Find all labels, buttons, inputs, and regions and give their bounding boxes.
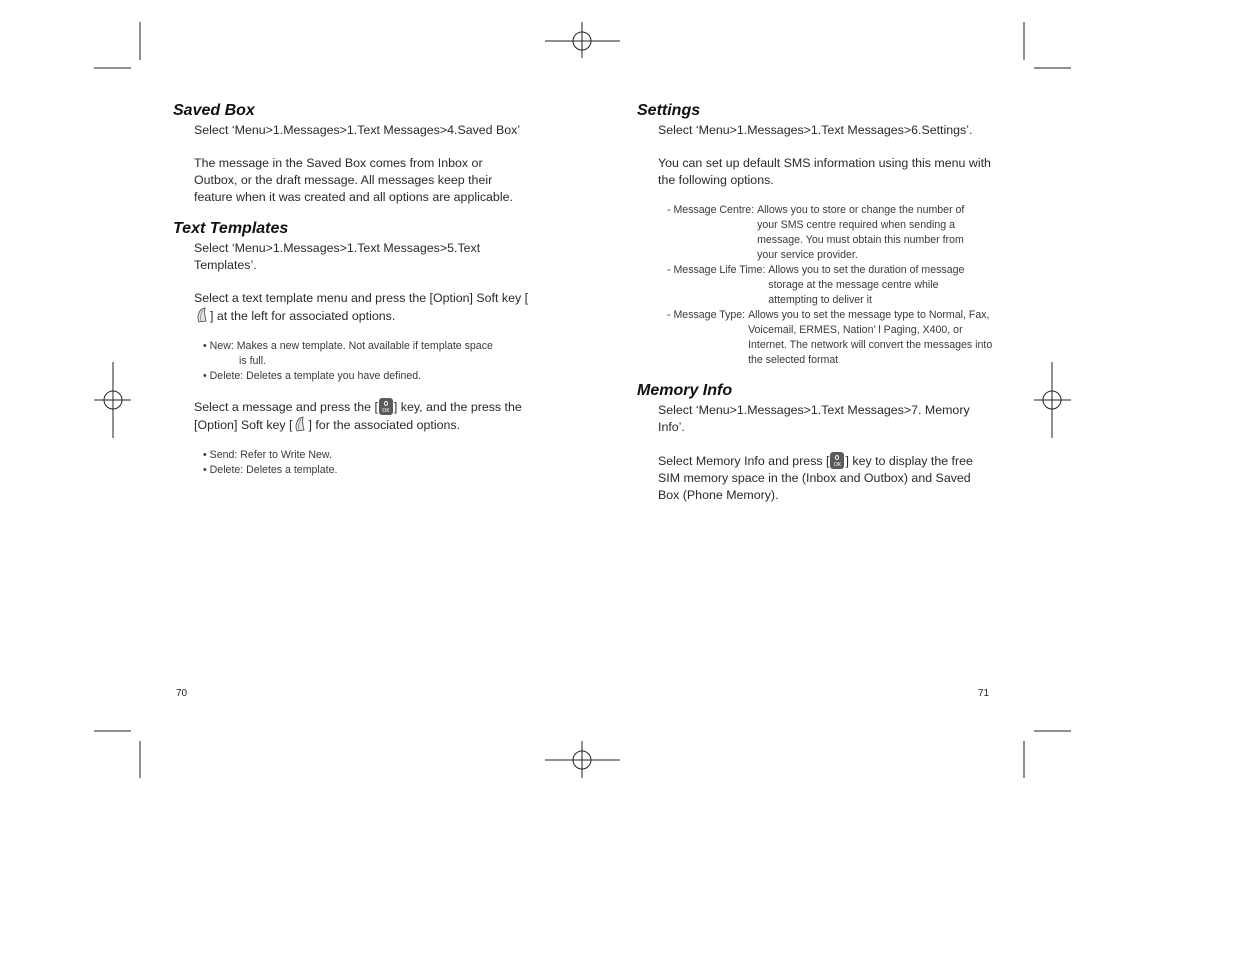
text-templates-menu-path: Select ‘Menu>1.Messages>1.Text Messages>5.Text Templates’. <box>194 241 481 272</box>
settings-section <box>637 100 1007 368</box>
registration-mark-right-icon <box>1034 362 1071 438</box>
list-item: - Message Type: Allows you to set the message type to Normal, Fax, Voicemail, ERMES, Nation’ l Paging, X400, or Internet. The network will convert the messages into the selected format <box>667 309 993 366</box>
memory-info-heading: Memory Info <box>637 382 733 399</box>
registration-mark-left-icon <box>94 362 131 438</box>
text-templates-intro <box>194 290 534 325</box>
registration-mark-top-icon <box>545 22 620 58</box>
settings-options-list <box>667 203 1007 368</box>
template-options-list <box>203 339 553 384</box>
text-templates-heading: Text Templates <box>173 220 289 237</box>
saved-box-heading: Saved Box <box>173 102 255 119</box>
text-templates-intro-before: Select a text template menu and press the [Option] Soft key [ <box>194 291 529 305</box>
left-page <box>173 100 553 478</box>
ok-key-icon <box>379 398 393 415</box>
list-item: - Message Centre: Allows you to store or change the number of your SMS centre required when sending a message. You must obtain this number from your service provider. <box>667 204 965 261</box>
list-item: • Delete: Deletes a template you have defined. <box>203 370 422 382</box>
saved-box-menu-path: Select ‘Menu>1.Messages>1.Text Messages>4.Saved Box’ <box>194 123 521 137</box>
list-item: • Delete: Deletes a template. <box>203 464 338 476</box>
memory-info-description: Select Memory Info and press [OK ] key to display the free SIM memory space in the (Inbox and Outbox) and Saved Box (Phone Memory). <box>658 452 988 504</box>
memory-info-section <box>637 380 1007 504</box>
text-templates-section <box>173 218 553 478</box>
saved-box-section <box>173 100 553 206</box>
soft-key-icon <box>294 416 306 433</box>
memory-info-menu-path: Select ‘Menu>1.Messages>1.Text Messages>7. Memory Info’. <box>658 403 970 434</box>
page-number-left: 70 <box>176 688 188 699</box>
settings-menu-path: Select ‘Menu>1.Messages>1.Text Messages>6.Settings’. <box>658 123 973 137</box>
right-page <box>637 100 1007 504</box>
registration-mark-bottom-icon <box>545 741 620 778</box>
list-item: • New: Makes a new template. Not available if template space is full. <box>203 340 493 367</box>
text-templates-intro-after: ] at the left for associated options. <box>210 309 396 323</box>
message-options-instruction: Select a message and press the [OK ] key, and the press the [Option] Soft key [ ] for the associated options. <box>194 398 534 434</box>
message-options-list <box>203 448 553 478</box>
settings-heading: Settings <box>637 102 701 119</box>
soft-key-icon <box>196 307 208 324</box>
settings-description: You can set up default SMS information using this menu with the following options. <box>658 156 991 187</box>
list-item: • Send: Refer to Write New. <box>203 449 332 461</box>
ok-key-icon <box>830 452 844 469</box>
list-item: - Message Life Time: Allows you to set the duration of message storage at the message centre while attempting to deliver it <box>667 264 965 306</box>
saved-box-description: The message in the Saved Box comes from Inbox or Outbox, or the draft message. All messages keep their feature when it was created and all options are applicable. <box>194 156 513 204</box>
page-number-right: 71 <box>978 688 990 699</box>
